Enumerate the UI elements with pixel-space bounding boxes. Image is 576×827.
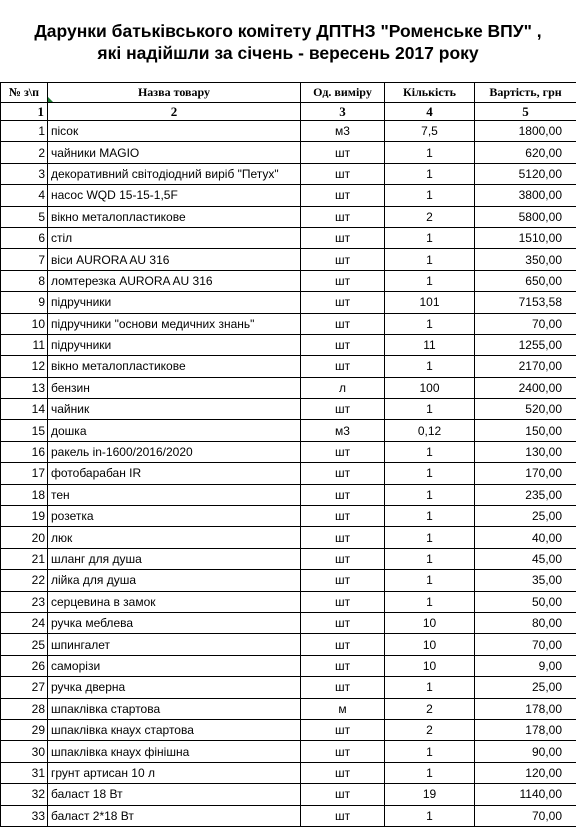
cost-cell: 70,00 xyxy=(475,805,576,826)
unit-cell: шт xyxy=(301,484,385,505)
quantity-cell: 1 xyxy=(385,313,475,334)
row-number: 4 xyxy=(1,185,48,206)
quantity-cell: 0,12 xyxy=(385,420,475,441)
unit-cell: шт xyxy=(301,570,385,591)
unit-cell: шт xyxy=(301,655,385,676)
cost-cell: 170,00 xyxy=(475,463,576,484)
unit-cell: шт xyxy=(301,313,385,334)
item-name: тен xyxy=(48,484,301,505)
cost-cell: 1255,00 xyxy=(475,334,576,355)
table-row xyxy=(1,719,576,740)
table-row xyxy=(1,227,576,248)
quantity-cell: 100 xyxy=(385,377,475,398)
item-name: шланг для душа xyxy=(48,548,301,569)
row-number: 20 xyxy=(1,527,48,548)
unit-cell: шт xyxy=(301,741,385,762)
column-number: 3 xyxy=(301,103,385,121)
quantity-cell: 1 xyxy=(385,163,475,184)
cost-cell: 90,00 xyxy=(475,741,576,762)
cost-cell: 50,00 xyxy=(475,591,576,612)
unit-cell: шт xyxy=(301,249,385,270)
item-name: шпаклівка кнаух фінішна xyxy=(48,741,301,762)
table-row xyxy=(1,334,576,355)
quantity-cell: 1 xyxy=(385,270,475,291)
title-line-2: які надійшли за січень - вересень 2017 року xyxy=(0,42,576,64)
header-quantity: Кількість xyxy=(385,83,475,103)
table-row xyxy=(1,206,576,227)
row-number: 28 xyxy=(1,698,48,719)
unit-cell: шт xyxy=(301,356,385,377)
item-name: насос WQD 15-15-1,5F xyxy=(48,185,301,206)
quantity-cell: 1 xyxy=(385,441,475,462)
header-item-name: Назва товару xyxy=(48,83,301,103)
cost-cell: 650,00 xyxy=(475,270,576,291)
unit-cell: л xyxy=(301,377,385,398)
quantity-cell: 1 xyxy=(385,506,475,527)
cost-cell: 40,00 xyxy=(475,527,576,548)
item-name: віси AURORA AU 316 xyxy=(48,249,301,270)
quantity-cell: 1 xyxy=(385,185,475,206)
item-name: фотобарабан IR xyxy=(48,463,301,484)
table-row xyxy=(1,805,576,826)
item-name: грунт артисан 10 л xyxy=(48,762,301,783)
quantity-cell: 1 xyxy=(385,548,475,569)
row-number: 10 xyxy=(1,313,48,334)
table-row xyxy=(1,570,576,591)
document-title xyxy=(0,0,576,82)
item-name: стіл xyxy=(48,227,301,248)
table-row xyxy=(1,591,576,612)
cost-cell: 1510,00 xyxy=(475,227,576,248)
row-number: 17 xyxy=(1,463,48,484)
quantity-cell: 1 xyxy=(385,527,475,548)
unit-cell: шт xyxy=(301,185,385,206)
quantity-cell: 10 xyxy=(385,655,475,676)
table-row xyxy=(1,655,576,676)
cost-cell: 7153,58 xyxy=(475,292,576,313)
item-name: баласт 2*18 Вт xyxy=(48,805,301,826)
row-number: 31 xyxy=(1,762,48,783)
row-number: 18 xyxy=(1,484,48,505)
unit-cell: шт xyxy=(301,399,385,420)
item-name: декоративний світодіодний виріб "Петух" xyxy=(48,163,301,184)
cost-cell: 25,00 xyxy=(475,677,576,698)
unit-cell: м3 xyxy=(301,121,385,142)
row-number: 2 xyxy=(1,142,48,163)
table-row xyxy=(1,121,576,142)
row-number: 7 xyxy=(1,249,48,270)
item-name: підручники xyxy=(48,292,301,313)
item-name: серцевина в замок xyxy=(48,591,301,612)
row-number: 24 xyxy=(1,612,48,633)
cost-cell: 178,00 xyxy=(475,698,576,719)
unit-cell: шт xyxy=(301,784,385,805)
row-number: 9 xyxy=(1,292,48,313)
quantity-cell: 10 xyxy=(385,612,475,633)
cost-cell: 25,00 xyxy=(475,506,576,527)
table-row xyxy=(1,142,576,163)
table-row xyxy=(1,698,576,719)
cost-cell: 350,00 xyxy=(475,249,576,270)
cost-cell: 520,00 xyxy=(475,399,576,420)
quantity-cell: 1 xyxy=(385,591,475,612)
quantity-cell: 2 xyxy=(385,719,475,740)
table-row xyxy=(1,420,576,441)
cost-cell: 178,00 xyxy=(475,719,576,740)
quantity-cell: 1 xyxy=(385,356,475,377)
quantity-cell: 1 xyxy=(385,249,475,270)
table-row xyxy=(1,506,576,527)
unit-cell: шт xyxy=(301,206,385,227)
quantity-cell: 1 xyxy=(385,227,475,248)
row-number: 8 xyxy=(1,270,48,291)
row-number: 21 xyxy=(1,548,48,569)
table-row xyxy=(1,784,576,805)
quantity-cell: 1 xyxy=(385,741,475,762)
item-name: ракель in-1600/2016/2020 xyxy=(48,441,301,462)
table-row xyxy=(1,762,576,783)
item-name: баласт 18 Вт xyxy=(48,784,301,805)
row-number: 6 xyxy=(1,227,48,248)
table-row xyxy=(1,634,576,655)
cost-cell: 1140,00 xyxy=(475,784,576,805)
header-unit: Од. виміру xyxy=(301,83,385,103)
item-name: вікно металопластикове xyxy=(48,206,301,227)
item-name: ручка дверна xyxy=(48,677,301,698)
unit-cell: шт xyxy=(301,634,385,655)
column-number: 4 xyxy=(385,103,475,121)
cost-cell: 2400,00 xyxy=(475,377,576,398)
row-number: 11 xyxy=(1,334,48,355)
quantity-cell: 7,5 xyxy=(385,121,475,142)
row-number: 5 xyxy=(1,206,48,227)
row-number: 30 xyxy=(1,741,48,762)
unit-cell: шт xyxy=(301,270,385,291)
row-number: 19 xyxy=(1,506,48,527)
unit-cell: шт xyxy=(301,163,385,184)
row-number: 33 xyxy=(1,805,48,826)
column-number-row xyxy=(1,103,576,121)
quantity-cell: 1 xyxy=(385,677,475,698)
table-row xyxy=(1,548,576,569)
table-body xyxy=(1,121,576,827)
table-row xyxy=(1,313,576,334)
quantity-cell: 2 xyxy=(385,698,475,719)
column-number: 1 xyxy=(1,103,48,121)
row-number: 26 xyxy=(1,655,48,676)
row-number: 14 xyxy=(1,399,48,420)
table-row xyxy=(1,484,576,505)
table-row xyxy=(1,399,576,420)
item-name: ломтерезка AURORA AU 316 xyxy=(48,270,301,291)
table-row xyxy=(1,270,576,291)
unit-cell: шт xyxy=(301,227,385,248)
item-name: чайники MAGIO xyxy=(48,142,301,163)
unit-cell: шт xyxy=(301,506,385,527)
item-name: дошка xyxy=(48,420,301,441)
quantity-cell: 1 xyxy=(385,484,475,505)
item-name: лійка для душа xyxy=(48,570,301,591)
table-row xyxy=(1,741,576,762)
cost-cell: 235,00 xyxy=(475,484,576,505)
table-row xyxy=(1,249,576,270)
row-number: 1 xyxy=(1,121,48,142)
header-cost: Вартість, грн xyxy=(475,83,576,103)
quantity-cell: 1 xyxy=(385,805,475,826)
cost-cell: 2170,00 xyxy=(475,356,576,377)
unit-cell: шт xyxy=(301,142,385,163)
cost-cell: 130,00 xyxy=(475,441,576,462)
table-row xyxy=(1,292,576,313)
column-number: 2 xyxy=(48,103,301,121)
cost-cell: 5120,00 xyxy=(475,163,576,184)
quantity-cell: 2 xyxy=(385,206,475,227)
unit-cell: шт xyxy=(301,334,385,355)
row-number: 22 xyxy=(1,570,48,591)
cost-cell: 70,00 xyxy=(475,634,576,655)
cost-cell: 150,00 xyxy=(475,420,576,441)
quantity-cell: 101 xyxy=(385,292,475,313)
quantity-cell: 10 xyxy=(385,634,475,655)
item-name: підручники xyxy=(48,334,301,355)
table-row xyxy=(1,441,576,462)
column-number: 5 xyxy=(475,103,576,121)
cost-cell: 5800,00 xyxy=(475,206,576,227)
item-name: саморізи xyxy=(48,655,301,676)
unit-cell: шт xyxy=(301,805,385,826)
row-number: 29 xyxy=(1,719,48,740)
table-row xyxy=(1,377,576,398)
unit-cell: шт xyxy=(301,463,385,484)
item-name: шпингалет xyxy=(48,634,301,655)
quantity-cell: 19 xyxy=(385,784,475,805)
unit-cell: шт xyxy=(301,548,385,569)
item-name: чайник xyxy=(48,399,301,420)
cost-cell: 1800,00 xyxy=(475,121,576,142)
table-row xyxy=(1,463,576,484)
item-name: пісок xyxy=(48,121,301,142)
quantity-cell: 1 xyxy=(385,399,475,420)
table-row xyxy=(1,677,576,698)
cost-cell: 70,00 xyxy=(475,313,576,334)
quantity-cell: 1 xyxy=(385,463,475,484)
item-name: ручка меблева xyxy=(48,612,301,633)
cost-cell: 45,00 xyxy=(475,548,576,569)
header-row xyxy=(1,83,576,103)
unit-cell: шт xyxy=(301,292,385,313)
title-line-1: Дарунки батьківського комітету ДПТНЗ "Роменське ВПУ" , xyxy=(0,20,576,42)
unit-cell: шт xyxy=(301,719,385,740)
item-name: шпаклівка кнаух стартова xyxy=(48,719,301,740)
quantity-cell: 1 xyxy=(385,570,475,591)
donations-table xyxy=(0,82,576,827)
row-number: 16 xyxy=(1,441,48,462)
cost-cell: 620,00 xyxy=(475,142,576,163)
row-number: 23 xyxy=(1,591,48,612)
row-number: 13 xyxy=(1,377,48,398)
quantity-cell: 11 xyxy=(385,334,475,355)
unit-cell: шт xyxy=(301,612,385,633)
row-number: 27 xyxy=(1,677,48,698)
quantity-cell: 1 xyxy=(385,142,475,163)
row-number: 15 xyxy=(1,420,48,441)
cost-cell: 80,00 xyxy=(475,612,576,633)
table-row xyxy=(1,612,576,633)
item-name: бензин xyxy=(48,377,301,398)
unit-cell: м3 xyxy=(301,420,385,441)
cost-cell: 9,00 xyxy=(475,655,576,676)
item-name: люк xyxy=(48,527,301,548)
unit-cell: шт xyxy=(301,527,385,548)
cost-cell: 35,00 xyxy=(475,570,576,591)
unit-cell: шт xyxy=(301,591,385,612)
item-name: підручники "основи медичних знань" xyxy=(48,313,301,334)
header-number: № з\п xyxy=(1,83,48,103)
item-name: розетка xyxy=(48,506,301,527)
item-name: шпаклівка стартова xyxy=(48,698,301,719)
unit-cell: шт xyxy=(301,762,385,783)
table-row xyxy=(1,356,576,377)
table-row xyxy=(1,185,576,206)
unit-cell: м xyxy=(301,698,385,719)
table-row xyxy=(1,527,576,548)
unit-cell: шт xyxy=(301,441,385,462)
cost-cell: 120,00 xyxy=(475,762,576,783)
item-name: вікно металопластикове xyxy=(48,356,301,377)
table-row xyxy=(1,163,576,184)
cost-cell: 3800,00 xyxy=(475,185,576,206)
row-number: 3 xyxy=(1,163,48,184)
row-number: 25 xyxy=(1,634,48,655)
row-number: 12 xyxy=(1,356,48,377)
unit-cell: шт xyxy=(301,677,385,698)
quantity-cell: 1 xyxy=(385,762,475,783)
row-number: 32 xyxy=(1,784,48,805)
